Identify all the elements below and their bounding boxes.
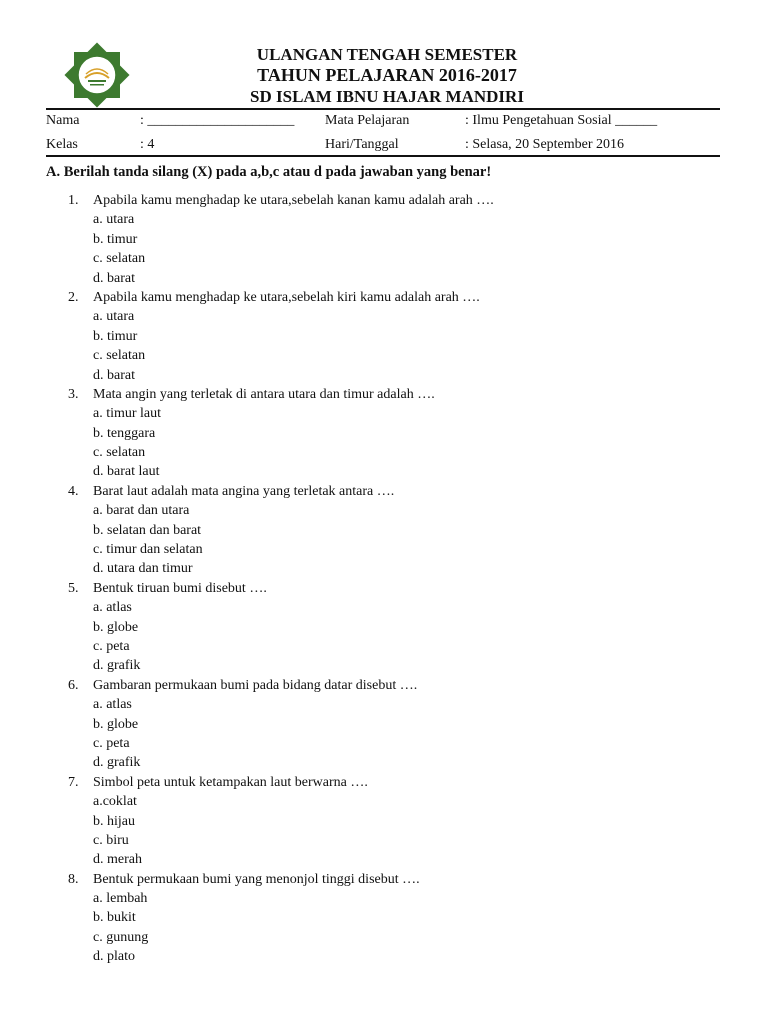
question-number: 7. (68, 774, 79, 790)
answer-option[interactable]: a.coklat (93, 794, 137, 810)
question-row (46, 484, 726, 503)
answer-option[interactable]: c. selatan (93, 445, 146, 461)
answer-option[interactable]: c. peta (93, 638, 130, 654)
question-list (46, 193, 726, 969)
question-item (46, 290, 726, 387)
question-row (46, 678, 726, 697)
answer-option[interactable]: d. grafik (93, 658, 141, 674)
mapel-value: : Ilmu Pengetahuan Sosial ______ (465, 113, 658, 128)
answer-option[interactable]: c. biru (93, 832, 129, 848)
question-text: Bentuk tiruan bumi disebut …. (93, 580, 267, 596)
answer-option[interactable]: a. timur laut (93, 406, 162, 422)
question-number: 1. (68, 193, 79, 208)
question-number: 4. (68, 483, 79, 499)
answer-option[interactable]: a. atlas (93, 600, 132, 616)
answer-option[interactable]: c. peta (93, 735, 130, 751)
answer-option[interactable]: c. selatan (93, 251, 146, 267)
question-item (46, 678, 726, 775)
question-item (46, 581, 726, 678)
header-rule-bottom (46, 155, 720, 157)
section-a-title: A. Berilah tanda silang (X) pada a,b,c atau d pada jawaban yang benar! (46, 164, 492, 180)
question-row (46, 872, 726, 891)
answer-option[interactable]: d. merah (93, 852, 142, 868)
question-number: 3. (68, 386, 79, 402)
question-number: 5. (68, 580, 79, 596)
question-row (46, 775, 726, 794)
school-emblem-icon (62, 40, 132, 110)
answer-option[interactable]: b. hijau (93, 813, 135, 829)
school-logo (62, 40, 132, 110)
answer-option[interactable]: c. gunung (93, 929, 149, 945)
question-item (46, 484, 726, 581)
answer-option[interactable]: a. utara (93, 309, 135, 325)
hari-label: Hari/Tanggal (325, 137, 399, 152)
exam-title: ULANGAN TENGAH SEMESTER (256, 45, 518, 64)
answer-option[interactable]: d. barat (93, 270, 135, 286)
question-number: 6. (68, 677, 79, 693)
question-item (46, 387, 726, 484)
answer-option[interactable]: c. selatan (93, 348, 146, 364)
answer-option[interactable]: a. lembah (93, 891, 148, 907)
answer-option[interactable]: b. globe (93, 619, 139, 635)
mapel-label: Mata Pelajaran (325, 113, 410, 128)
question-text: Mata angin yang terletak di antara utara dan timur adalah …. (93, 386, 435, 402)
question-row (46, 290, 726, 309)
answer-option[interactable]: d. barat laut (93, 464, 160, 480)
question-text: Gambaran permukaan bumi pada bidang datar disebut …. (93, 677, 418, 693)
document-header (140, 44, 634, 107)
question-row (46, 581, 726, 600)
answer-option[interactable]: b. globe (93, 716, 139, 732)
question-item (46, 872, 726, 969)
answer-option[interactable]: c. timur dan selatan (93, 542, 203, 558)
answer-option[interactable]: a. utara (93, 212, 135, 228)
kelas-value: : 4 (140, 137, 155, 152)
answer-option[interactable]: d. grafik (93, 755, 141, 771)
question-row (46, 193, 726, 212)
nama-label: Nama (46, 113, 80, 128)
hari-value: : Selasa, 20 September 2016 (465, 137, 625, 152)
answer-option[interactable]: b. timur (93, 328, 138, 344)
question-text: Bentuk permukaan bumi yang menonjol tinggi disebut …. (93, 871, 420, 887)
question-text: Simbol peta untuk ketampakan laut berwarna …. (93, 774, 368, 790)
answer-option[interactable]: b. timur (93, 231, 138, 247)
school-name: SD ISLAM IBNU HAJAR MANDIRI (250, 87, 524, 106)
question-text: Apabila kamu menghadap ke utara,sebelah kiri kamu adalah arah …. (93, 289, 480, 305)
nama-field[interactable]: : _____________________ (140, 113, 295, 128)
answer-option[interactable]: d. plato (93, 949, 135, 965)
answer-option[interactable]: a. atlas (93, 697, 132, 713)
question-row (46, 387, 726, 406)
question-text: Barat laut adalah mata angina yang terletak antara …. (93, 483, 395, 499)
answer-option[interactable]: a. barat dan utara (93, 503, 190, 519)
kelas-label: Kelas (46, 137, 78, 152)
answer-option[interactable]: b. bukit (93, 910, 136, 926)
answer-option[interactable]: b. selatan dan barat (93, 522, 202, 538)
answer-option[interactable]: d. utara dan timur (93, 561, 193, 577)
academic-year: TAHUN PELAJARAN 2016-2017 (257, 65, 517, 85)
question-item (46, 193, 726, 290)
question-text: Apabila kamu menghadap ke utara,sebelah kanan kamu adalah arah …. (93, 193, 494, 208)
question-number: 8. (68, 871, 79, 887)
question-number: 2. (68, 289, 79, 305)
question-item (46, 775, 726, 872)
answer-option[interactable]: b. tenggara (93, 425, 156, 441)
header-rule-top (46, 108, 720, 110)
answer-option[interactable]: d. barat (93, 367, 135, 383)
